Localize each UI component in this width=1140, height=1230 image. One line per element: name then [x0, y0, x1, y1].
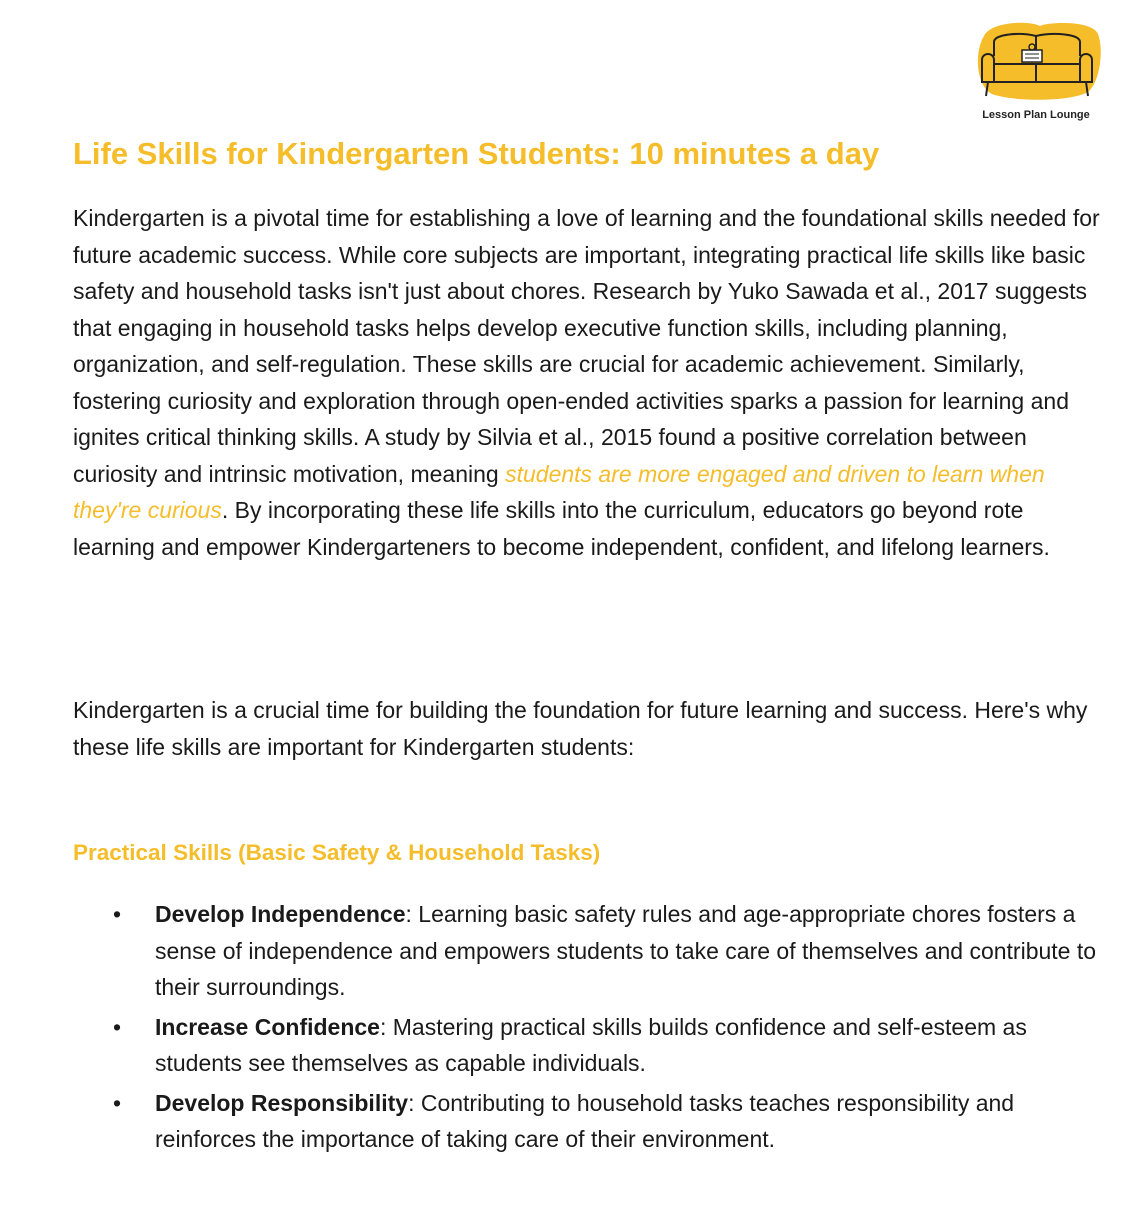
list-item-term: Increase Confidence [155, 1013, 380, 1040]
intro-highlight: students are more engaged and driven to learn when they're curious [73, 460, 1045, 523]
list-item-text: : Mastering practical skills builds confidence and self-esteem as students see themselves as capable individuals. [155, 1013, 1027, 1076]
list-item-text: : Learning basic safety rules and age-appropriate chores fosters a sense of independence and empowers students to take care of themselves and contribute to their surroundings. [155, 901, 1097, 1000]
page-title: Life Skills for Kindergarten Students: 10 minutes a day [73, 136, 880, 171]
intro-text-before: Kindergarten is a pivotal time for establishing a love of learning and the foundational skills needed for future academic success. While core subjects are important, integrating practical life skills like basic safety and household tasks isn't just about chores. Research by Yuko Sawada et al., 2017 suggests that engaging in household tasks helps develop executive function skills, including planning, organization, and self-regulation. These skills are crucial for academic achievement. Similarly, fostering curiosity and exploration through open-ended activities sparks a passion for learning and ignites critical thinking skills. A study by Silvia et al., 2015 found a positive correlation between curiosity and intrinsic motivation, meaning [73, 205, 1100, 487]
bullet-icon: • [113, 1089, 122, 1116]
second-paragraph: Kindergarten is a crucial time for building the foundation for future learning and success. Here's why these life skills are important for Kindergarten students: [73, 697, 1088, 760]
intro-text-after: . By incorporating these life skills into the curriculum, educators go beyond rote learning and empower Kindergarteners to become independent, confident, and lifelong learners. [73, 497, 1050, 560]
bullet-icon: • [113, 901, 122, 927]
couch-icon [970, 20, 1102, 108]
list-item [113, 896, 1100, 1006]
intro-paragraph [73, 200, 1103, 565]
list-item-term: Develop Responsibility [155, 1089, 409, 1116]
section-heading: Practical Skills (Basic Safety & Household Tasks) [73, 840, 601, 865]
list-item [113, 1009, 1100, 1082]
list-item-text: : Contributing to household tasks teaches responsibility and reinforces the importance of taking care of their environment. [155, 1089, 1015, 1152]
list-item-term: Develop Independence [155, 901, 406, 927]
logo-text: Lesson Plan Lounge [982, 109, 1090, 121]
bullet-icon: • [113, 1013, 122, 1040]
lesson-plan-lounge-logo [966, 20, 1106, 126]
list-item [113, 1085, 1100, 1158]
skills-list [113, 896, 1100, 1161]
